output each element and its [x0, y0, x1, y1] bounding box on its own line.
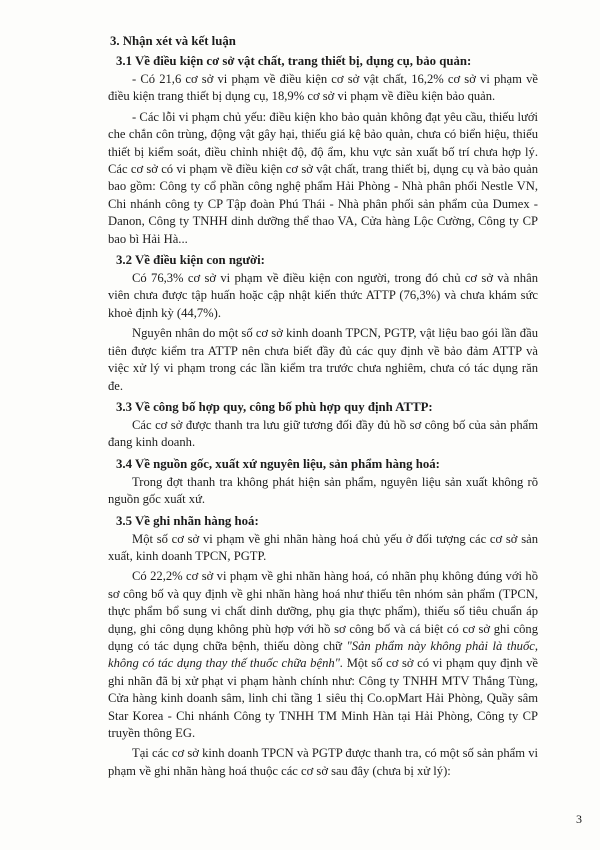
section-3-5-para-1: Một số cơ sở vi phạm về ghi nhãn hàng hoá chủ yếu ở đối tượng các cơ sở sản xuất, kinh doanh TPCN, PGTP.	[108, 531, 538, 563]
section-3-1-title: 3.1 Về điều kiện cơ sở vật chất, trang thiết bị, dụng cụ, bảo quản:	[116, 54, 472, 68]
section-3-2-para-1: Có 76,3% cơ sở vi phạm về điều kiện con người, trong đó chủ cơ sở và nhân viên chưa được tập huấn hoặc cập nhật kiến thức ATTP (76,3%) và chưa khám sức khoẻ định kỳ (44,7%).	[108, 271, 538, 320]
main-heading: 3. Nhận xét và kết luận	[110, 34, 236, 48]
section-3-2-title: 3.2 Về điều kiện con người:	[116, 253, 265, 268]
section-3-5-para-3: Tại các cơ sở kinh doanh TPCN và PGTP được thanh tra, có một số sản phẩm vi phạm về ghi nhãn hàng hoá thuộc các cơ sở sau đây (chưa bị xử lý):	[108, 746, 538, 778]
section-3-5-para-2	[108, 568, 538, 742]
section-3-1-para-2: - Các lỗi vi phạm chủ yếu: điều kiện kho bảo quản không đạt yêu cầu, thiếu lưới che chắn côn trùng, động vật gây hại, thiếu giá kệ bảo quản, chưa có biển hiệu, thiếu thiết bị kiểm soát, điều chỉnh nhiệt độ, độ ẩm, khu vực sản xuất bố trí chưa hợp lý. Các cơ sở có vi phạm về điều kiện cơ sở vật chất, trang thiết bị, dụng cụ và bảo quản bao gồm: Công ty cổ phần công nghệ phẩm Hải Phòng - Nhà phân phối Nestle VN, Chi nhánh công ty CP Tập đoàn Phú Thái - Nhà phân phối sản phẩm của Dumex - Danon, Công ty TNHH dinh dưỡng thể thao VA, Cửa hàng Lộc Cường, Công ty CP bao bì Hải Hà...	[108, 109, 538, 246]
page-number: 3	[576, 812, 582, 826]
section-3-4-para-1: Trong đợt thanh tra không phát hiện sản phẩm, nguyên liệu sản xuất không rõ nguồn gốc xuất xứ.	[108, 474, 538, 507]
section-3-4-title: 3.4 Về nguồn gốc, xuất xứ nguyên liệu, sản phẩm hàng hoá:	[116, 456, 440, 471]
section-3-5-title: 3.5 Về ghi nhãn hàng hoá:	[116, 513, 259, 528]
section-3-5-para-2-start: Có 22,2% cơ sở vi phạm về ghi nhãn hàng hoá, có nhãn phụ không đúng với hồ sơ công bố và quy định về ghi nhãn hàng hoá như thiếu tên nhóm sản phẩm (TPCN, thực phẩm bổ sung vi chất dinh dưỡng, phụ gia thực phẩm), thiếu số tiêu chuẩn áp dụng, ghi công dụng không phù hợp với hồ sơ công bố và cá biệt có cơ sở ghi công dụng có tác dụng chữa bệnh, thiếu dòng chữ	[108, 569, 538, 653]
document-body	[108, 32, 538, 780]
section-3-1-para-1: - Có 21,6 cơ sở vi phạm về điều kiện cơ sở vật chất, 16,2% cơ sở vi phạm về điều kiện trang thiết bị dụng cụ, 18,9% cơ sở vi phạm về điều kiện bảo quản.	[108, 72, 538, 104]
section-3-2-para-2: Nguyên nhân do một số cơ sở kinh doanh TPCN, PGTP, vật liệu bao gói lần đầu tiên được kiểm tra ATTP nên chưa biết đầy đủ các quy định về bảo đảm ATTP và việc xử lý vi phạm trong các lần kiểm tra trước chưa nghiêm, chưa có tác dụng răn đe.	[108, 326, 538, 393]
section-3-5-quote: "Sản phẩm này không phải là thuốc, không có tác dụng thay thế thuốc chữa bệnh".	[108, 638, 538, 671]
section-3-3-para-1: Các cơ sở được thanh tra lưu giữ tương đối đầy đủ hồ sơ công bố của sản phẩm đang kinh doanh.	[108, 417, 538, 450]
section-3-3-title: 3.3 Về công bố hợp quy, công bố phù hợp quy định ATTP:	[116, 399, 433, 414]
section-3-5-para-2-end: Một số cơ sở có vi phạm quy định về ghi nhãn đã bị xử phạt vi phạm hành chính như: Công ty TNHH MTV Thắng Tùng, Cửa hàng kinh doanh sâm, linh chi tầng 1 siêu thị Co.opMart Hải Phòng, Quầy sâm Star Korea - Chi nhánh Công ty TNHH TM Minh Hàn tại Hải Phòng, Công ty CP truyền thông EG.	[108, 656, 538, 740]
